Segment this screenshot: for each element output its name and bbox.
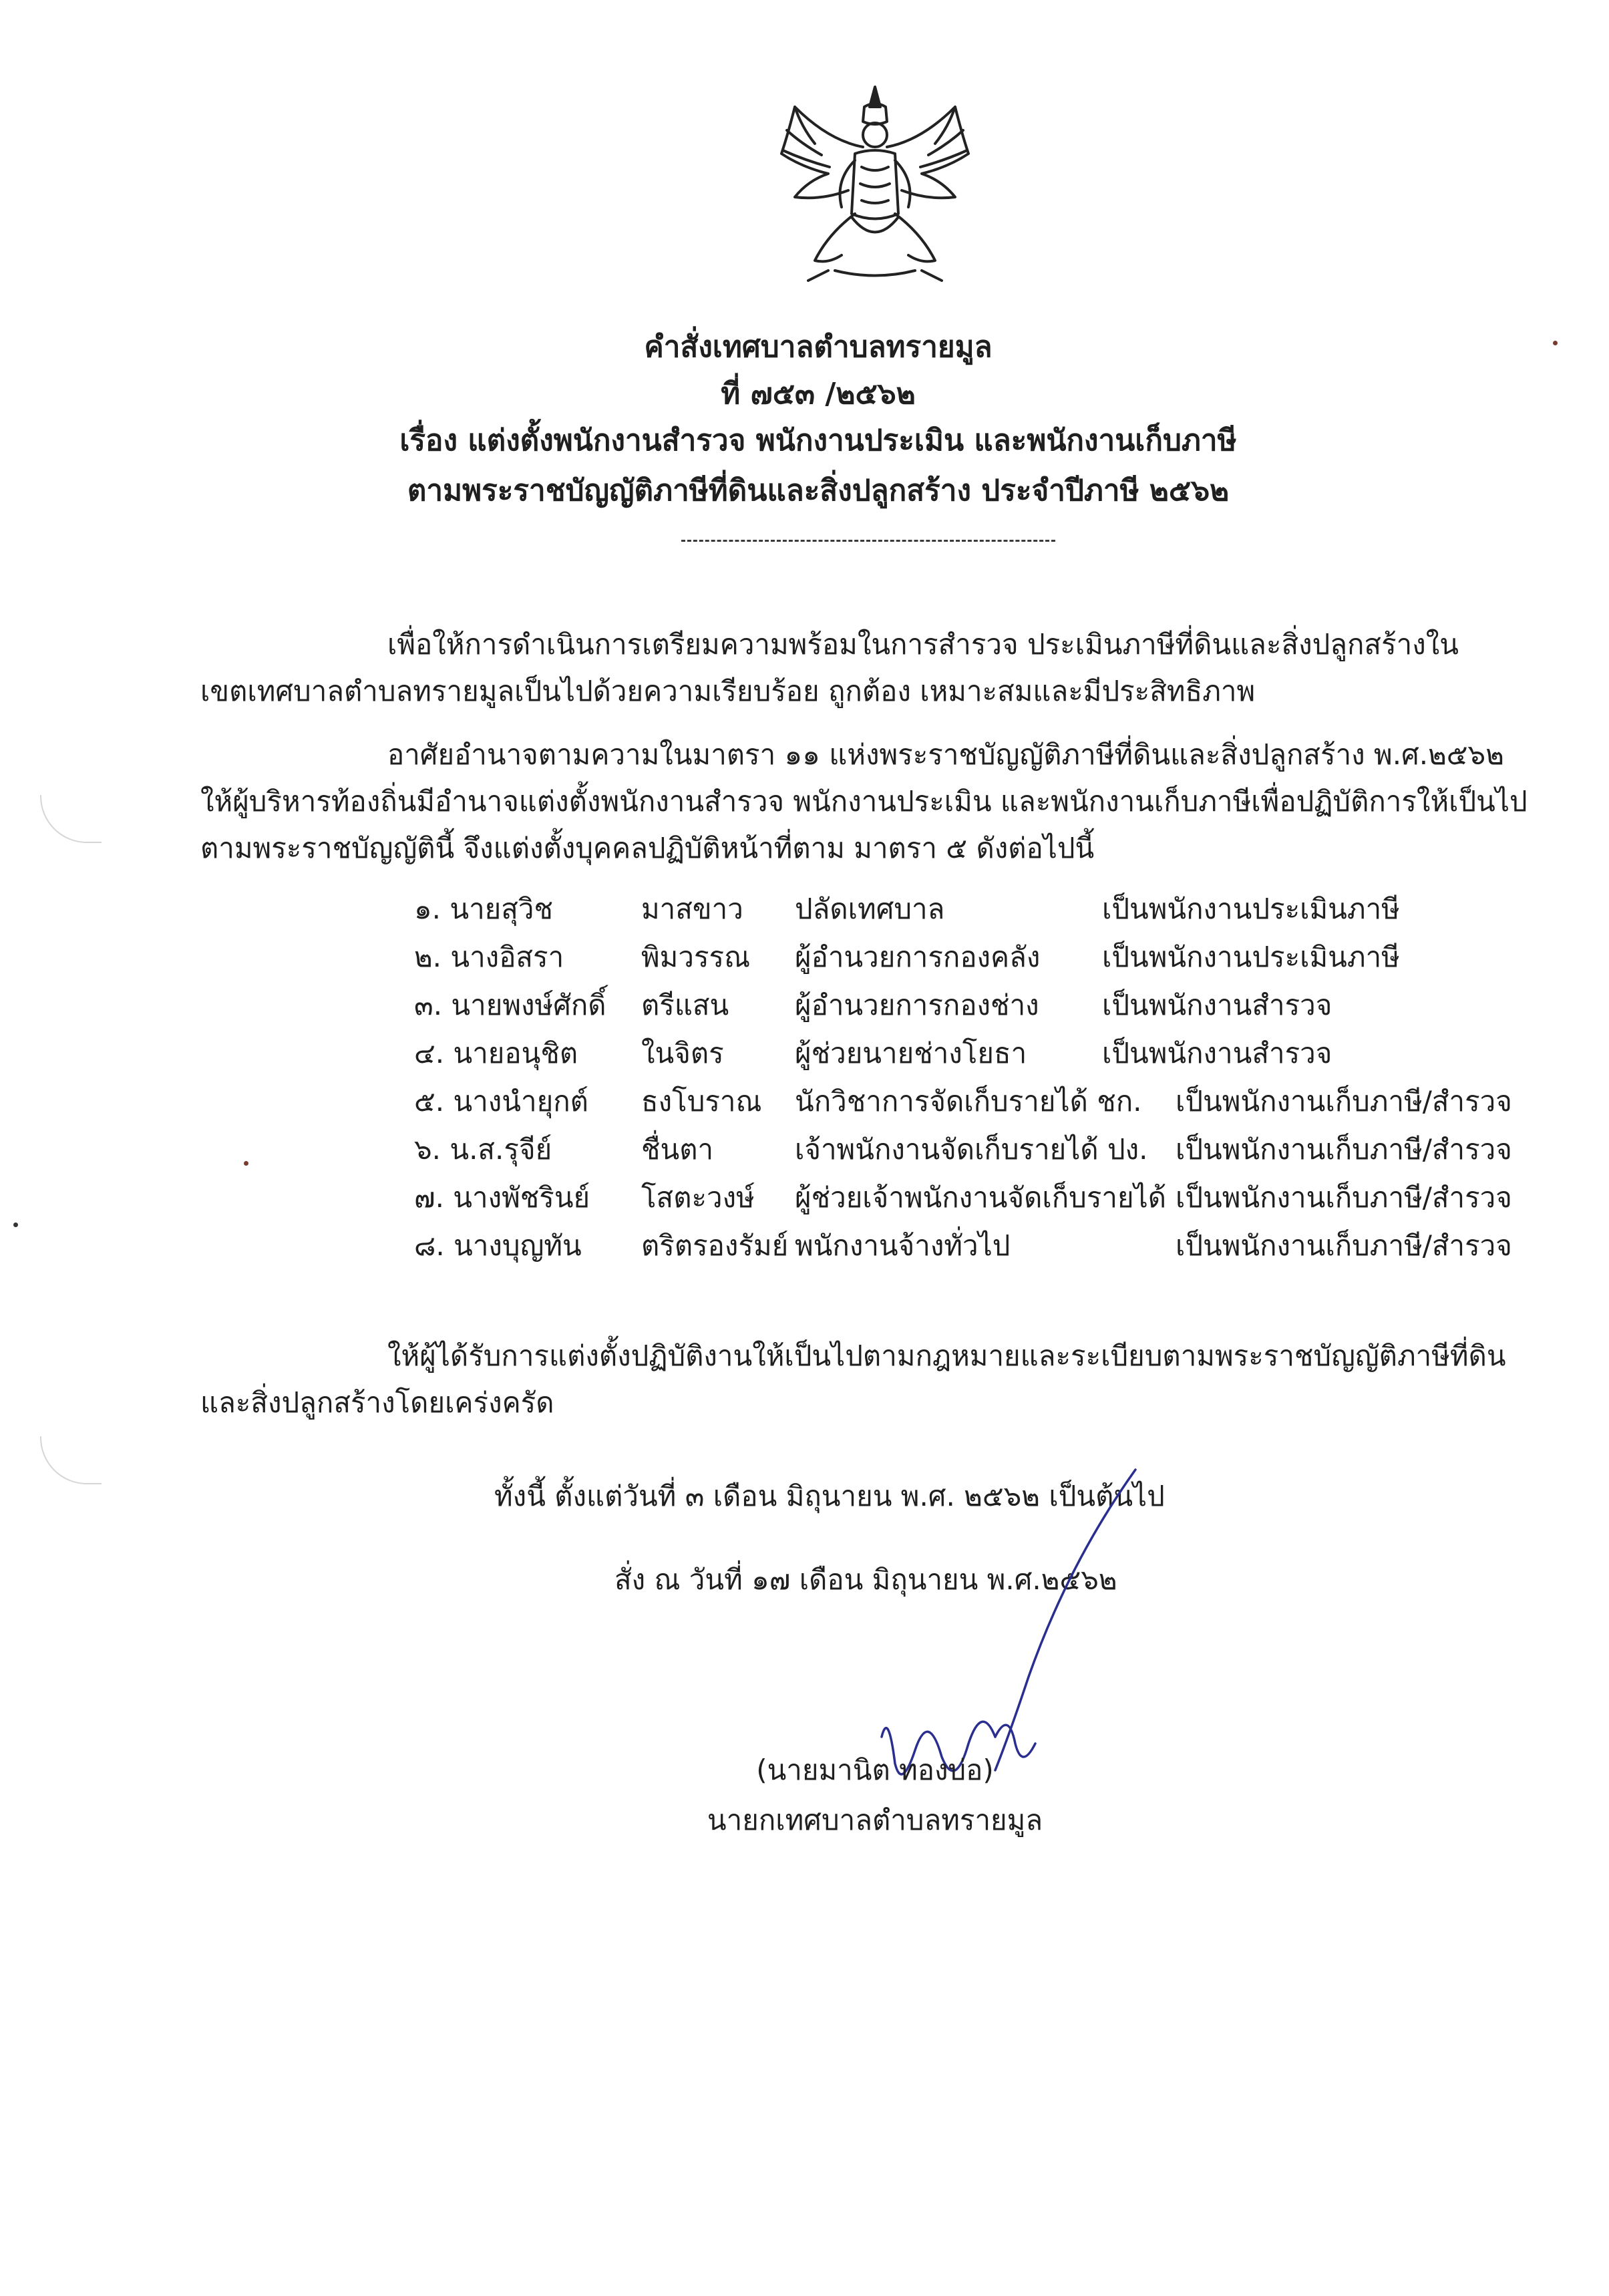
staff-role: เป็นพนักงานเก็บภาษี/สำรวจ [1176, 1133, 1512, 1166]
staff-surname: ธงโบราณ [641, 1085, 762, 1118]
para2-line3: ตามพระราชบัญญัตินี้ จึงแต่งตั้งบุคคลปฏิบัติหน้าที่ตาม มาตรา ๕ ดังต่อไปนี้ [200, 832, 1095, 864]
scan-speck [1553, 341, 1558, 345]
staff-position: พนักงานจ้างทั่วไป [795, 1229, 1011, 1262]
staff-row [414, 1126, 1550, 1174]
staff-row [414, 1174, 1550, 1222]
punch-hole-shadow [40, 1436, 102, 1484]
order-subject-line-1: เรื่อง แต่งตั้งพนักงานสำรวจ พนักงานประเมิน และพนักงานเก็บภาษี [399, 424, 1237, 458]
staff-surname: ในจิตร [641, 1037, 724, 1070]
staff-surname: ตรีแสน [641, 989, 729, 1021]
staff-row [414, 885, 1550, 933]
staff-position: ผู้อำนวยการกองคลัง [795, 941, 1041, 973]
staff-position: ผู้ช่วยเจ้าพนักงานจัดเก็บรายได้ [795, 1181, 1166, 1214]
staff-list [414, 885, 1550, 1270]
garuda-emblem-icon [755, 80, 995, 294]
staff-position: เจ้าพนักงานจัดเก็บรายได้ ปง. [795, 1133, 1148, 1166]
staff-name: ๔. นายอนุชิต [414, 1037, 578, 1070]
staff-name: ๗. นางพัชรินย์ [414, 1181, 590, 1214]
staff-surname: พิมวรรณ [641, 941, 751, 973]
order-title: คำสั่งเทศบาลตำบลทรายมูล [644, 330, 993, 364]
staff-row [414, 933, 1550, 981]
staff-position: นักวิชาการจัดเก็บรายได้ ชก. [795, 1085, 1142, 1118]
staff-role: เป็นพนักงานประเมินภาษี [1102, 941, 1400, 973]
para3-line2: และสิ่งปลูกสร้างโดยเคร่งครัด [200, 1386, 554, 1419]
order-number: ที่ ๗๕๓ /๒๕๖๒ [721, 377, 916, 411]
staff-position: ผู้ช่วยนายช่างโยธา [795, 1037, 1027, 1070]
staff-row [414, 1078, 1550, 1126]
staff-name: ๑. นายสุวิช [414, 892, 553, 925]
staff-name: ๖. น.ส.รุจีย์ [414, 1133, 552, 1166]
para1-line1: เพื่อให้การดำเนินการเตรียมความพร้อมในการสำรวจ ประเมินภาษีที่ดินและสิ่งปลูกสร้างใน [387, 628, 1459, 661]
staff-position: ผู้อำนวยการกองช่าง [795, 989, 1039, 1021]
staff-surname: ตริตรองรัมย์ [641, 1229, 789, 1262]
scan-speck [13, 1222, 18, 1227]
staff-role: เป็นพนักงานเก็บภาษี/สำรวจ [1176, 1085, 1512, 1118]
staff-surname: มาสขาว [641, 892, 743, 925]
staff-row [414, 981, 1550, 1029]
staff-name: ๒. นางอิสรา [414, 941, 564, 973]
staff-role: เป็นพนักงานเก็บภาษี/สำรวจ [1176, 1181, 1512, 1214]
staff-name: ๕. นางนำยุกต์ [414, 1085, 588, 1118]
signatory-title: นายกเทศบาลตำบลทรายมูล [707, 1804, 1043, 1836]
staff-role: เป็นพนักงานประเมินภาษี [1102, 892, 1400, 925]
effective-date: ทั้งนี้ ตั้งแต่วันที่ ๓ เดือน มิถุนายน พ.ศ. ๒๕๖๒ เป็นต้นไป [494, 1480, 1165, 1512]
staff-role: เป็นพนักงานเก็บภาษี/สำรวจ [1176, 1229, 1512, 1262]
order-subject-line-2: ตามพระราชบัญญัติภาษีที่ดินและสิ่งปลูกสร้าง ประจำปีภาษี ๒๕๖๒ [407, 474, 1230, 508]
staff-surname: ชื่นตา [641, 1133, 714, 1166]
para3-line1: ให้ผู้ได้รับการแต่งตั้งปฏิบัติงานให้เป็นไปตามกฎหมายและระเบียบตามพระราชบัญญัติภาษีที่ดิน [387, 1339, 1506, 1372]
staff-row [414, 1029, 1550, 1078]
staff-position: ปลัดเทศบาล [795, 892, 945, 925]
punch-hole-shadow [40, 795, 102, 843]
staff-name: ๓. นายพงษ์ศักดิ์ [414, 989, 606, 1021]
staff-role: เป็นพนักงานสำรวจ [1102, 1037, 1332, 1070]
staff-role: เป็นพนักงานสำรวจ [1102, 989, 1332, 1021]
signatory-name: (นายมานิต ทองบ่อ) [756, 1754, 994, 1786]
para1-line2: เขตเทศบาลตำบลทรายมูลเป็นไปด้วยความเรียบร้อย ถูกต้อง เหมาะสมและมีประสิทธิภาพ [200, 675, 1256, 707]
staff-row [414, 1222, 1550, 1270]
para2-line2: ให้ผู้บริหารท้องถิ่นมีอำนาจแต่งตั้งพนักงานสำรวจ พนักงานประเมิน และพนักงานเก็บภาษีเพื่อปฏิบัติการให้เป็นไป [200, 785, 1528, 818]
staff-surname: โสตะวงษ์ [641, 1181, 755, 1214]
para2-line1: อาศัยอำนาจตามความในมาตรา ๑๑ แห่งพระราชบัญญัติภาษีที่ดินและสิ่งปลูกสร้าง พ.ศ.๒๕๖๒ [387, 738, 1504, 771]
order-date: สั่ง ณ วันที่ ๑๗ เดือน มิถุนายน พ.ศ.๒๕๖๒ [614, 1563, 1117, 1596]
staff-name: ๘. นางบุญทัน [414, 1229, 582, 1262]
scan-speck [244, 1161, 248, 1166]
header-divider [681, 540, 1055, 542]
